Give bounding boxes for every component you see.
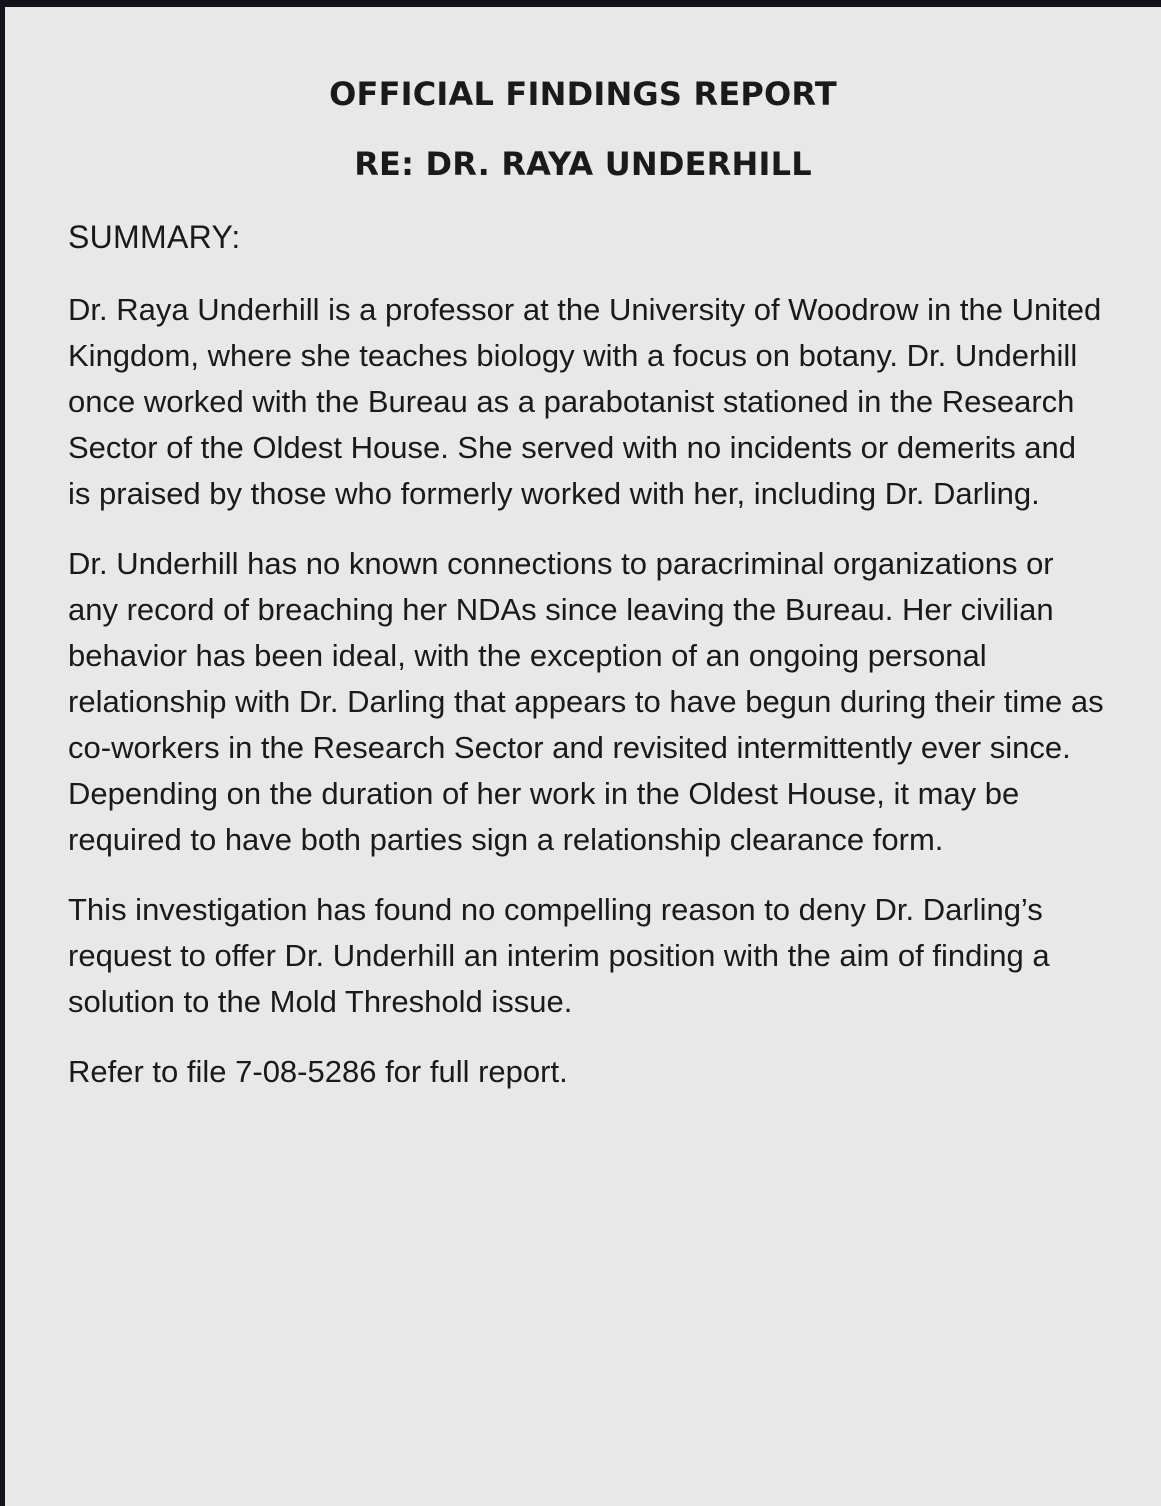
document-body bbox=[68, 287, 1105, 1119]
paragraph-conclusion: This investigation has found no compelling reason to deny Dr. Darling’s request to offer Dr. Underhill an interim position with the aim of finding a solution to the Mold Threshold issue. bbox=[68, 892, 1050, 1019]
paragraph-conduct: Dr. Underhill has no known connections to paracriminal organizations or any record of breaching her NDAs since leaving the Bureau. Her civilian behavior has been ideal, with the exception of an ongoing personal relationship with Dr. Darling that appears to have begun during their time as co-workers in the Research Sector and revisited intermittently ever since. Depending on the duration of her work in the Oldest House, it may be required to have both parties sign a relationship clearance form. bbox=[68, 546, 1104, 857]
document-title: OFFICIAL FINDINGS REPORT bbox=[329, 75, 837, 113]
paragraph-background: Dr. Raya Underhill is a professor at the University of Woodrow in the United Kingdom, where she teaches biology with a focus on botany. Dr. Underhill once worked with the Bureau as a parabotanist stationed in the Research Sector of the Oldest House. She served with no incidents or demerits and is praised by those who formerly worked with her, including Dr. Darling. bbox=[68, 292, 1102, 511]
document-subtitle: RE: DR. RAYA UNDERHILL bbox=[354, 145, 812, 183]
paragraph-reference: Refer to file 7-08-5286 for full report. bbox=[68, 1054, 568, 1089]
document-page bbox=[5, 7, 1161, 1506]
summary-label: SUMMARY: bbox=[68, 219, 241, 255]
